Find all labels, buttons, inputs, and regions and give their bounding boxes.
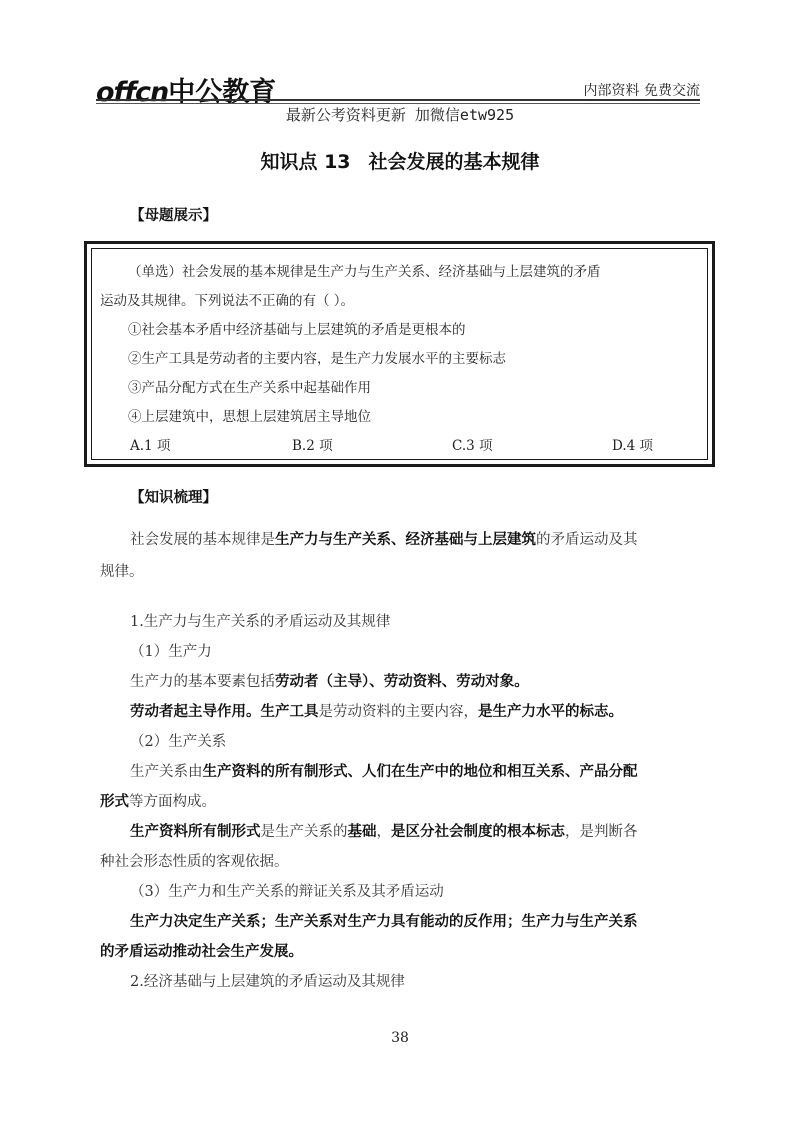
option-d: D.4 项 xyxy=(612,438,654,454)
question-line-1: （单选）社会发展的基本规律是生产力与生产关系、经济基础与上层建筑的矛盾 xyxy=(128,264,601,280)
heading-2: 2.经济基础与上层建筑的矛盾运动及其规律 xyxy=(130,974,405,990)
heading-1-3: （3）生产力和生产关系的辩证关系及其矛盾运动 xyxy=(130,884,444,900)
para-3-line-1 xyxy=(130,760,638,781)
para-1 xyxy=(130,670,529,691)
para-1-a: 生产力的基本要素包括 xyxy=(130,674,275,690)
heading-1: 1.生产力与生产关系的矛盾运动及其规律 xyxy=(130,614,391,630)
para-5-b: 的矛盾运动推动社会生产发展。 xyxy=(100,943,303,960)
para-4-c: 基础 xyxy=(347,823,377,840)
para-2-a: 劳动者起主导作用。 xyxy=(130,703,261,720)
para-3-b: 生产资料的所有制形式、人们在生产中的地位和相互关系、产品分配 xyxy=(202,763,638,780)
page-number: 38 xyxy=(391,1030,409,1046)
para-4-b: 是生产关系的 xyxy=(260,824,348,840)
para-2-c: 是劳动资料的主要内容， xyxy=(318,704,478,720)
intro-line-1 xyxy=(130,528,638,549)
para-4-line-2: 种社会形态性质的客观依据。 xyxy=(100,854,289,870)
logo-chinese: 中公教育 xyxy=(168,77,277,108)
para-4-d: ， xyxy=(376,824,391,840)
statement-2: ②生产工具是劳动者的主要内容，是生产力发展水平的主要标志 xyxy=(128,351,506,367)
header-rule xyxy=(96,99,700,101)
para-4-line-1 xyxy=(130,820,638,841)
para-2-b: 生产工具 xyxy=(260,703,319,720)
heading-1-2: （2）生产关系 xyxy=(130,734,227,750)
statement-3: ③产品分配方式在生产关系中起基础作用 xyxy=(128,380,371,396)
para-2 xyxy=(130,700,623,721)
option-c: C.3 项 xyxy=(452,438,493,454)
para-4-e: 是区分社会制度的根本标志 xyxy=(391,823,565,840)
knowledge-point-number: 知识点 13 xyxy=(260,151,351,173)
promo-line: 最新公考资料更新 加微信etw925 xyxy=(285,106,515,124)
intro-c: 的矛盾运动及其 xyxy=(536,532,638,548)
intro-a: 社会发展的基本规律是 xyxy=(130,532,275,548)
intro-line-2: 规律。 xyxy=(100,564,144,580)
para-5-line-2 xyxy=(100,940,303,961)
para-3-c: 形式 xyxy=(100,793,129,810)
para-3-line-2 xyxy=(100,790,216,811)
para-3-a: 生产关系由 xyxy=(130,764,203,780)
title-text: 社会发展的基本规律 xyxy=(368,151,540,173)
knowledge-heading: 【知识梳理】 xyxy=(130,490,217,506)
heading-1-1: （1）生产力 xyxy=(130,644,212,660)
para-2-d: 是生产力水平的标志。 xyxy=(478,703,623,720)
question-line-2: 运动及其规律。下列说法不正确的有（ ）。 xyxy=(100,293,355,309)
option-a: A.1 项 xyxy=(130,438,171,454)
para-4-a: 生产资料所有制形式 xyxy=(130,823,261,840)
statement-4: ④上层建筑中，思想上层建筑居主导地位 xyxy=(128,409,371,425)
para-5-line-1 xyxy=(130,910,638,931)
intro-b: 生产力与生产关系、经济基础与上层建筑 xyxy=(275,531,536,548)
header-label: 内部资料 免费交流 xyxy=(583,83,700,99)
logo-latin: offcn xyxy=(96,77,169,108)
para-5-a: 生产力决定生产关系；生产关系对生产力具有能动的反作用；生产力与生产关系 xyxy=(130,913,638,930)
statement-1: ①社会基本矛盾中经济基础与上层建筑的矛盾是更根本的 xyxy=(128,322,466,338)
question-heading: 【母题展示】 xyxy=(130,208,217,224)
page-title xyxy=(0,147,800,174)
option-b: B.2 项 xyxy=(292,438,333,454)
para-4-f: ，是判断各 xyxy=(565,824,638,840)
para-1-b: 劳动者（主导）、劳动资料、劳动对象。 xyxy=(275,673,529,690)
para-3-d: 等方面构成。 xyxy=(129,794,216,810)
